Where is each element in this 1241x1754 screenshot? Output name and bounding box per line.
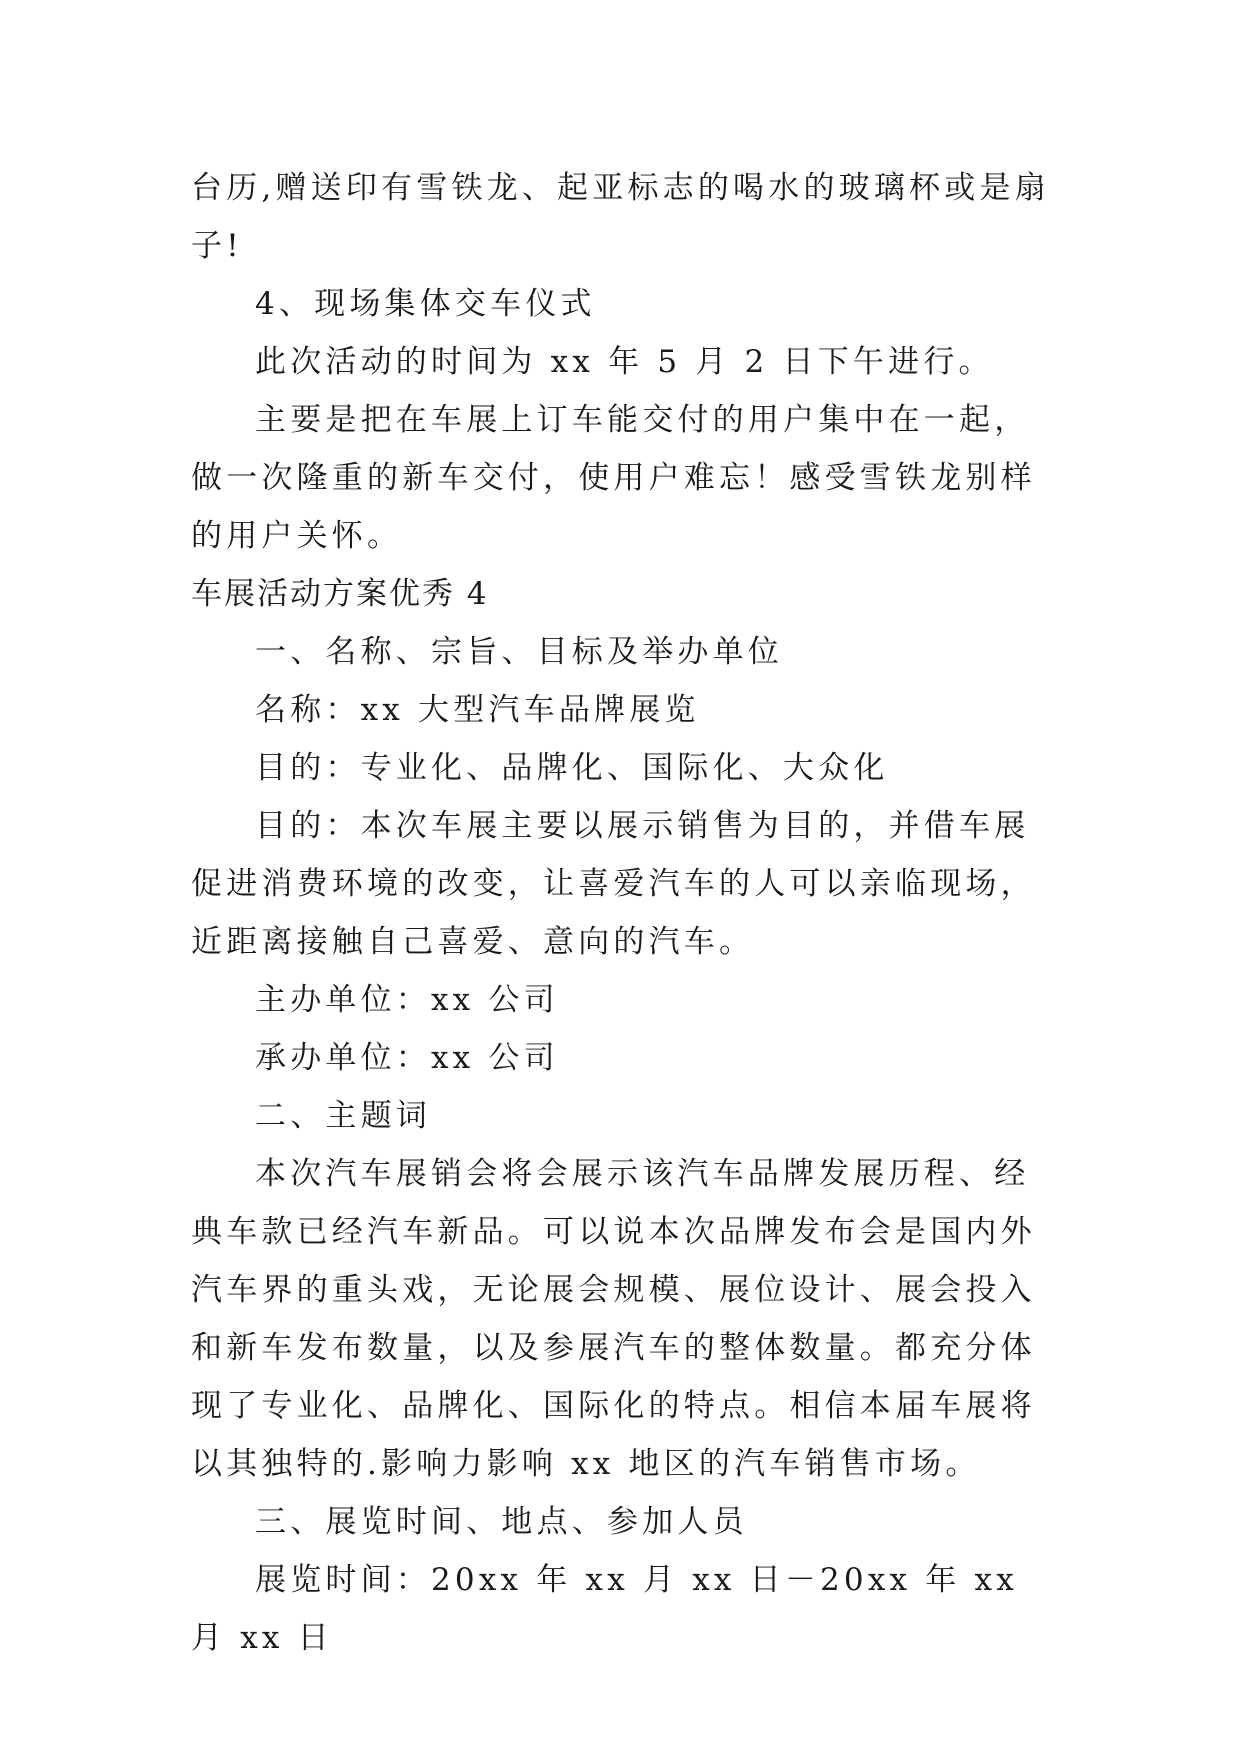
- section-item-heading: 4、现场集体交车仪式: [255, 286, 596, 322]
- paragraph: 展览时间：20xx 年 xx 月 xx 日－20xx 年 xx 月 xx 日: [191, 1562, 1018, 1656]
- paragraph: 台历,赠送印有雪铁龙、起亚标志的喝水的玻璃杯或是扇子!: [191, 170, 1050, 264]
- paragraph: 目的：本次车展主要以展示销售为目的，并借车展促进消费环境的改变，让喜爱汽车的人可以亲临现场，近距离接触自己喜爱、意向的汽车。: [191, 808, 1036, 960]
- article-title: 车展活动方案优秀 4: [191, 576, 489, 612]
- document-body: [191, 159, 1051, 1667]
- paragraph: 目的：专业化、品牌化、国际化、大众化: [255, 750, 889, 786]
- paragraph: 名称：xx 大型汽车品牌展览: [255, 692, 700, 728]
- paragraph: 主办单位：xx 公司: [255, 982, 559, 1018]
- section-heading: 三、展览时间、地点、参加人员: [255, 1504, 748, 1540]
- section-heading: 一、名称、宗旨、目标及举办单位: [255, 634, 783, 670]
- paragraph: 主要是把在车展上订车能交付的用户集中在一起，做一次隆重的新车交付，使用户难忘！感受雪铁龙别样的用户关怀。: [191, 402, 1036, 554]
- paragraph: 承办单位：xx 公司: [255, 1040, 559, 1076]
- paragraph: 本次汽车展销会将会展示该汽车品牌发展历程、经典车款已经汽车新品。可以说本次品牌发布会是国内外汽车界的重头戏，无论展会规模、展位设计、展会投入和新车发布数量，以及参展汽车的整体数量。都充分体现了专业化、品牌化、国际化的特点。相信本届车展将以其独特的.影响力影响 xx 地区的汽车销售市场。: [191, 1156, 1036, 1482]
- paragraph: 此次活动的时间为 xx 年 5 月 2 日下午进行。: [255, 344, 994, 380]
- section-heading: 二、主题词: [255, 1098, 431, 1134]
